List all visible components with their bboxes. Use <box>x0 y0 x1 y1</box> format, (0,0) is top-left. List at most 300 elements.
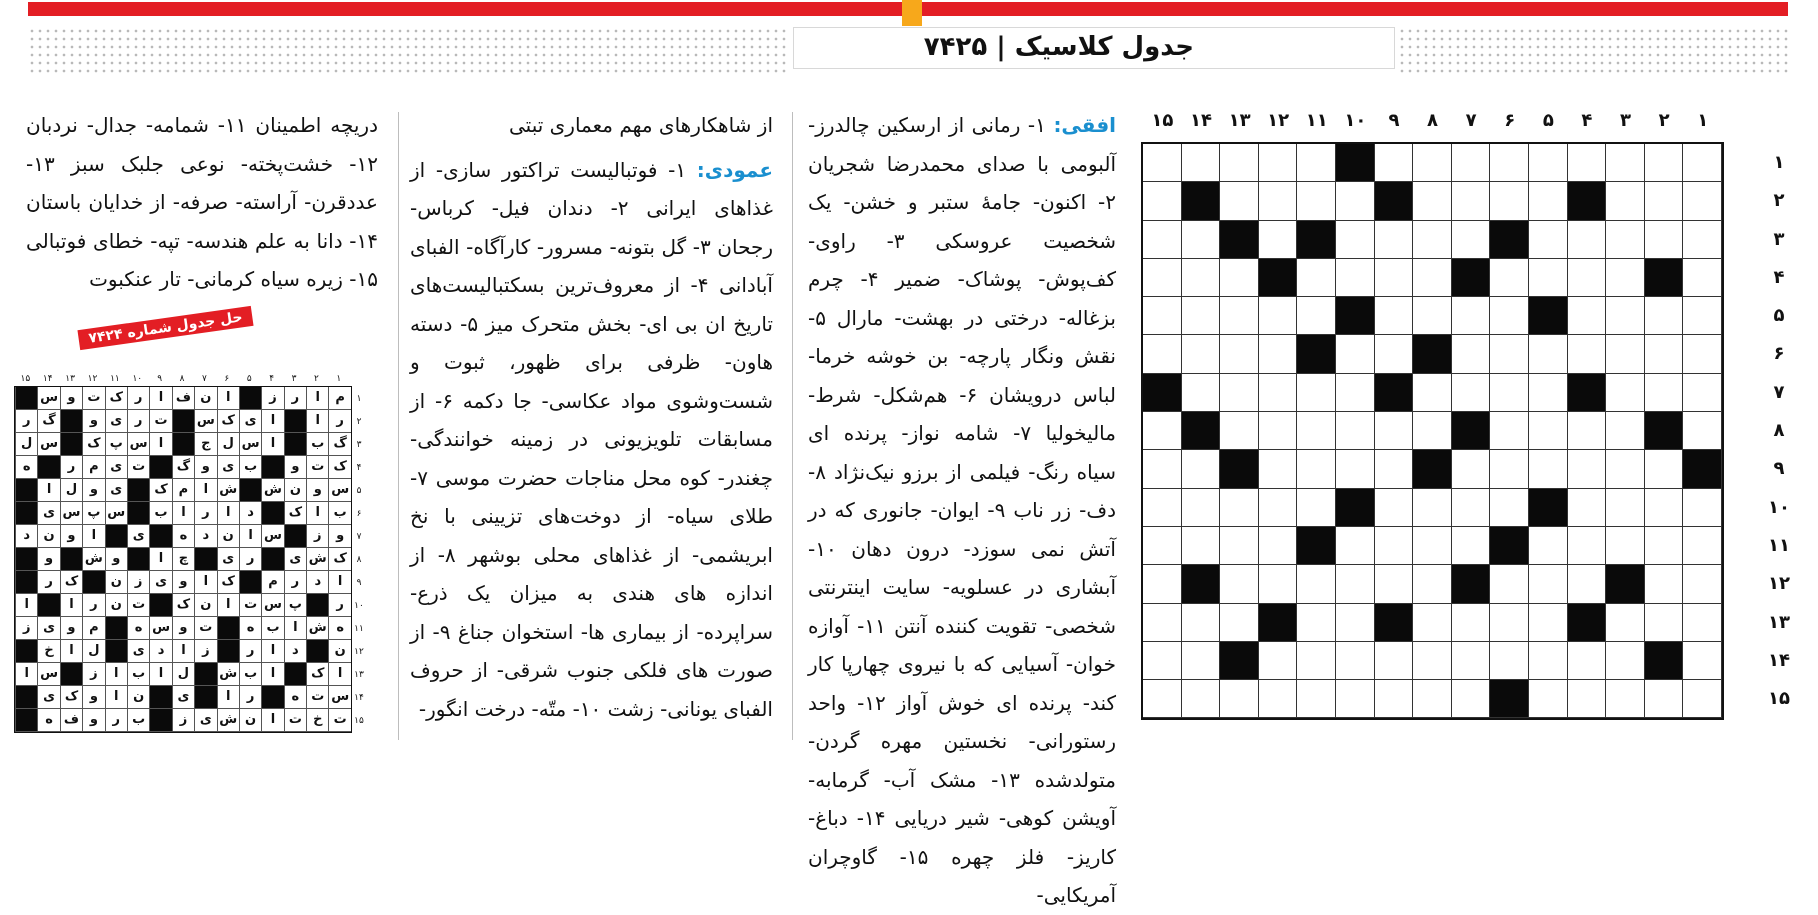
crossword-cell[interactable] <box>1375 527 1414 565</box>
solution-black-cell <box>172 433 194 456</box>
crossword-cell[interactable] <box>1336 604 1375 642</box>
crossword-cell[interactable] <box>1490 374 1529 412</box>
crossword-black-cell <box>1645 642 1684 680</box>
crossword-cell[interactable] <box>1645 489 1684 527</box>
crossword-cell[interactable] <box>1606 680 1645 718</box>
crossword-cell[interactable] <box>1529 182 1568 220</box>
solution-cell: ی <box>37 617 59 640</box>
crossword-cell[interactable] <box>1297 297 1336 335</box>
crossword-cell[interactable] <box>1336 259 1375 297</box>
crossword-cell[interactable] <box>1606 489 1645 527</box>
solution-cell: ه <box>172 525 194 548</box>
crossword-cell[interactable] <box>1529 527 1568 565</box>
crossword-cell[interactable] <box>1259 335 1298 373</box>
crossword-cell[interactable] <box>1568 565 1607 603</box>
crossword-cell[interactable] <box>1490 565 1529 603</box>
solution-cell: ب <box>261 617 283 640</box>
crossword-cell[interactable] <box>1413 374 1452 412</box>
crossword-black-cell <box>1529 297 1568 335</box>
crossword-cell[interactable] <box>1143 642 1182 680</box>
crossword-cell[interactable] <box>1568 450 1607 488</box>
solution-column-number: ۷ <box>202 374 207 384</box>
crossword-cell[interactable] <box>1490 412 1529 450</box>
crossword-cell[interactable] <box>1645 374 1684 412</box>
crossword-cell[interactable] <box>1182 489 1221 527</box>
crossword-cell[interactable] <box>1182 259 1221 297</box>
crossword-cell[interactable] <box>1220 412 1259 450</box>
grid-column-number: ۱۴ <box>1189 110 1212 131</box>
crossword-cell[interactable] <box>1452 144 1491 182</box>
crossword-black-cell <box>1259 259 1298 297</box>
crossword-cell[interactable] <box>1606 259 1645 297</box>
solution-cell: س <box>261 594 283 617</box>
crossword-cell[interactable] <box>1182 527 1221 565</box>
crossword-cell[interactable] <box>1606 412 1645 450</box>
crossword-cell[interactable] <box>1490 489 1529 527</box>
solution-cell: ت <box>149 410 171 433</box>
crossword-cell[interactable] <box>1336 412 1375 450</box>
crossword-cell[interactable] <box>1220 297 1259 335</box>
solution-cell: ی <box>127 640 149 663</box>
crossword-cell[interactable] <box>1182 221 1221 259</box>
solution-black-cell <box>239 571 261 594</box>
crossword-cell[interactable] <box>1490 642 1529 680</box>
crossword-cell[interactable] <box>1259 144 1298 182</box>
crossword-cell[interactable] <box>1143 604 1182 642</box>
crossword-cell[interactable] <box>1220 604 1259 642</box>
solution-cell: ک <box>60 571 82 594</box>
crossword-cell[interactable] <box>1259 489 1298 527</box>
crossword-cell[interactable] <box>1529 221 1568 259</box>
crossword-cell[interactable] <box>1259 565 1298 603</box>
solution-cell: ز <box>127 571 149 594</box>
crossword-black-cell <box>1452 565 1491 603</box>
crossword-cell[interactable] <box>1490 144 1529 182</box>
solution-cell: د <box>306 571 328 594</box>
crossword-cell[interactable] <box>1413 297 1452 335</box>
solution-cell: و <box>328 525 350 548</box>
crossword-cell[interactable] <box>1645 565 1684 603</box>
crossword-cell[interactable] <box>1297 144 1336 182</box>
crossword-cell[interactable] <box>1645 182 1684 220</box>
crossword-cell[interactable] <box>1182 450 1221 488</box>
crossword-cell[interactable] <box>1297 565 1336 603</box>
crossword-cell[interactable] <box>1143 144 1182 182</box>
solution-cell: س <box>37 387 59 410</box>
crossword-cell[interactable] <box>1606 182 1645 220</box>
crossword-cell[interactable] <box>1452 297 1491 335</box>
solution-cell: س <box>127 433 149 456</box>
crossword-cell[interactable] <box>1259 680 1298 718</box>
crossword-cell[interactable] <box>1413 221 1452 259</box>
solution-cell: ت <box>306 456 328 479</box>
crossword-cell[interactable] <box>1568 642 1607 680</box>
solution-grid <box>14 386 352 733</box>
crossword-black-cell <box>1259 604 1298 642</box>
crossword-cell[interactable] <box>1413 489 1452 527</box>
crossword-cell[interactable] <box>1529 412 1568 450</box>
crossword-cell[interactable] <box>1529 144 1568 182</box>
crossword-cell[interactable] <box>1606 335 1645 373</box>
crossword-cell[interactable] <box>1297 450 1336 488</box>
solution-cell: ز <box>306 525 328 548</box>
solution-black-cell <box>60 433 82 456</box>
crossword-cell[interactable] <box>1529 604 1568 642</box>
crossword-cell[interactable] <box>1182 680 1221 718</box>
crossword-cell[interactable] <box>1220 182 1259 220</box>
solution-column-number: ۱ <box>336 374 342 384</box>
crossword-cell[interactable] <box>1683 604 1722 642</box>
crossword-cell[interactable] <box>1375 489 1414 527</box>
crossword-cell[interactable] <box>1336 642 1375 680</box>
crossword-black-cell <box>1645 259 1684 297</box>
grid-row-number: ۳ <box>1773 228 1785 250</box>
crossword-cell[interactable] <box>1606 527 1645 565</box>
solution-cell: ا <box>306 387 328 410</box>
solution-cell: ب <box>328 502 350 525</box>
crossword-cell[interactable] <box>1413 144 1452 182</box>
crossword-cell[interactable] <box>1143 527 1182 565</box>
down-clues-continued: دریچه اطمینان ۱۱- شمامه- جدال- نردبان ۱۲- خشت‌پخته- نوعی جلبک سبز ۱۳- عددقرن- آراسته- صرفه- از خدایان باستان ۱۴- دانا به علم هندسه- تپه- خطای فوتبالی ۱۵- زیره سیاه کرمانی- تار عنکبوت <box>26 113 378 291</box>
crossword-cell[interactable] <box>1645 297 1684 335</box>
solution-cell: ف <box>172 387 194 410</box>
solution-cell: ک <box>172 594 194 617</box>
solution-cell: ش <box>217 663 239 686</box>
down-label: عمودی: <box>696 157 773 182</box>
crossword-cell[interactable] <box>1683 182 1722 220</box>
crossword-cell[interactable] <box>1683 335 1722 373</box>
grid-row-numbers <box>1764 144 1794 718</box>
crossword-cell[interactable] <box>1182 604 1221 642</box>
crossword-cell[interactable] <box>1297 374 1336 412</box>
solution-cell: ا <box>239 525 261 548</box>
crossword-cell[interactable] <box>1143 450 1182 488</box>
solution-cell: م <box>328 387 350 410</box>
crossword-cell[interactable] <box>1529 450 1568 488</box>
crossword-cell[interactable] <box>1413 259 1452 297</box>
crossword-cell[interactable] <box>1683 527 1722 565</box>
crossword-cell[interactable] <box>1143 182 1182 220</box>
top-accent-tab <box>902 0 922 26</box>
crossword-cell[interactable] <box>1452 221 1491 259</box>
solution-black-cell <box>15 709 37 732</box>
crossword-cell[interactable] <box>1683 297 1722 335</box>
crossword-cell[interactable] <box>1259 297 1298 335</box>
solution-cell: ا <box>172 502 194 525</box>
crossword-cell[interactable] <box>1143 412 1182 450</box>
crossword-cell[interactable] <box>1683 489 1722 527</box>
grid-row-number: ۸ <box>1773 420 1785 442</box>
crossword-cell[interactable] <box>1220 489 1259 527</box>
crossword-cell[interactable] <box>1606 144 1645 182</box>
crossword-cell[interactable] <box>1413 642 1452 680</box>
solution-black-cell <box>149 709 171 732</box>
crossword-cell[interactable] <box>1413 604 1452 642</box>
crossword-cell[interactable] <box>1336 565 1375 603</box>
crossword-cell[interactable] <box>1683 642 1722 680</box>
crossword-cell[interactable] <box>1645 604 1684 642</box>
solution-black-cell <box>149 456 171 479</box>
crossword-cell[interactable] <box>1490 297 1529 335</box>
solution-cell: ی <box>105 479 127 502</box>
solution-cell: ل <box>15 433 37 456</box>
solution-cell: و <box>82 410 104 433</box>
crossword-cell[interactable] <box>1606 642 1645 680</box>
crossword-cell[interactable] <box>1220 335 1259 373</box>
solution-cell: چ <box>172 548 194 571</box>
solution-cell: ک <box>60 686 82 709</box>
crossword-cell[interactable] <box>1568 680 1607 718</box>
crossword-cell[interactable] <box>1375 297 1414 335</box>
crossword-cell[interactable] <box>1452 489 1491 527</box>
crossword-cell[interactable] <box>1683 259 1722 297</box>
crossword-cell[interactable] <box>1259 412 1298 450</box>
solution-cell: ت <box>306 686 328 709</box>
crossword-cell[interactable] <box>1143 489 1182 527</box>
solution-cell: و <box>60 387 82 410</box>
solution-black-cell <box>127 548 149 571</box>
solution-cell: و <box>284 456 306 479</box>
crossword-cell[interactable] <box>1645 527 1684 565</box>
solution-black-cell <box>306 594 328 617</box>
crossword-cell[interactable] <box>1259 450 1298 488</box>
crossword-cell[interactable] <box>1336 221 1375 259</box>
crossword-cell[interactable] <box>1143 680 1182 718</box>
crossword-cell[interactable] <box>1413 565 1452 603</box>
crossword-cell[interactable] <box>1297 259 1336 297</box>
solution-black-cell <box>105 617 127 640</box>
solution-cell: ا <box>15 663 37 686</box>
crossword-cell[interactable] <box>1413 527 1452 565</box>
solution-cell: ا <box>328 571 350 594</box>
solution-black-cell <box>261 686 283 709</box>
crossword-cell[interactable] <box>1490 182 1529 220</box>
grid-row-number: ۱ <box>1773 152 1785 173</box>
crossword-black-cell <box>1529 489 1568 527</box>
solution-cell: ز <box>172 709 194 732</box>
solution-cell: س <box>328 686 350 709</box>
crossword-cell[interactable] <box>1220 565 1259 603</box>
crossword-cell[interactable] <box>1220 527 1259 565</box>
solution-cell: ک <box>217 571 239 594</box>
grid-column-number: ۱۵ <box>1151 110 1174 131</box>
crossword-cell[interactable] <box>1375 412 1414 450</box>
crossword-cell[interactable] <box>1452 604 1491 642</box>
crossword-cell[interactable] <box>1683 144 1722 182</box>
solution-black-cell <box>149 525 171 548</box>
crossword-black-cell <box>1490 527 1529 565</box>
crossword-cell[interactable] <box>1143 565 1182 603</box>
solution-column-number: ۶ <box>224 374 230 384</box>
crossword-cell[interactable] <box>1529 374 1568 412</box>
crossword-cell[interactable] <box>1529 565 1568 603</box>
crossword-cell[interactable] <box>1220 680 1259 718</box>
solution-cell: ش <box>217 709 239 732</box>
solution-row-number: ۱۵ <box>354 716 364 726</box>
crossword-cell[interactable] <box>1568 259 1607 297</box>
grid-column-number: ۸ <box>1427 110 1439 131</box>
solution-cell: ه <box>127 617 149 640</box>
crossword-cell[interactable] <box>1529 680 1568 718</box>
solution-row-number: ۹ <box>356 578 362 588</box>
crossword-cell[interactable] <box>1529 259 1568 297</box>
solution-cell: س <box>194 410 216 433</box>
crossword-cell[interactable] <box>1413 680 1452 718</box>
crossword-cell[interactable] <box>1182 335 1221 373</box>
solution-cell: ر <box>60 456 82 479</box>
solution-column-number: ۸ <box>179 374 185 384</box>
crossword-cell[interactable] <box>1413 412 1452 450</box>
crossword-cell[interactable] <box>1375 259 1414 297</box>
crossword-cell[interactable] <box>1645 221 1684 259</box>
crossword-cell[interactable] <box>1568 144 1607 182</box>
crossword-cell[interactable] <box>1336 527 1375 565</box>
solution-cell: ب <box>239 456 261 479</box>
crossword-cell[interactable] <box>1259 527 1298 565</box>
crossword-cell[interactable] <box>1683 680 1722 718</box>
grid-column-number: ۶ <box>1504 110 1516 131</box>
solution-cell: ی <box>217 548 239 571</box>
crossword-cell[interactable] <box>1606 450 1645 488</box>
crossword-cell[interactable] <box>1452 182 1491 220</box>
crossword-cell[interactable] <box>1220 144 1259 182</box>
crossword-cell[interactable] <box>1297 680 1336 718</box>
crossword-cell[interactable] <box>1336 182 1375 220</box>
solution-row-number: ۱۳ <box>354 670 364 680</box>
crossword-cell[interactable] <box>1645 144 1684 182</box>
solution-black-cell <box>15 686 37 709</box>
crossword-cell[interactable] <box>1375 642 1414 680</box>
solution-cell: ز <box>194 640 216 663</box>
crossword-cell[interactable] <box>1568 527 1607 565</box>
solution-cell: ش <box>261 479 283 502</box>
solution-black-cell <box>105 640 127 663</box>
crossword-cell[interactable] <box>1375 144 1414 182</box>
crossword-cell[interactable] <box>1683 565 1722 603</box>
crossword-cell[interactable] <box>1452 527 1491 565</box>
crossword-cell[interactable] <box>1529 642 1568 680</box>
crossword-cell[interactable] <box>1143 297 1182 335</box>
grid-column-number: ۵ <box>1542 110 1554 131</box>
crossword-cell[interactable] <box>1336 680 1375 718</box>
solution-cell: ر <box>194 502 216 525</box>
crossword-black-cell <box>1336 297 1375 335</box>
crossword-cell[interactable] <box>1143 221 1182 259</box>
crossword-cell[interactable] <box>1452 642 1491 680</box>
crossword-cell[interactable] <box>1568 297 1607 335</box>
crossword-cell[interactable] <box>1375 335 1414 373</box>
solution-row-number: ۳ <box>356 440 362 450</box>
crossword-cell[interactable] <box>1683 412 1722 450</box>
crossword-cell[interactable] <box>1259 182 1298 220</box>
solution-cell: ا <box>217 387 239 410</box>
dotted-band-right <box>1398 27 1788 77</box>
solution-black-cell <box>194 548 216 571</box>
crossword-cell[interactable] <box>1297 489 1336 527</box>
crossword-cell[interactable] <box>1490 604 1529 642</box>
solution-black-cell <box>194 663 216 686</box>
crossword-cell[interactable] <box>1375 450 1414 488</box>
crossword-cell[interactable] <box>1452 450 1491 488</box>
crossword-black-cell <box>1413 335 1452 373</box>
solution-black-cell <box>239 387 261 410</box>
crossword-cell[interactable] <box>1182 297 1221 335</box>
solution-cell: ی <box>149 571 171 594</box>
crossword-cell[interactable] <box>1220 259 1259 297</box>
solution-cell: و <box>60 525 82 548</box>
crossword-cell[interactable] <box>1182 374 1221 412</box>
crossword-cell[interactable] <box>1568 221 1607 259</box>
crossword-cell[interactable] <box>1297 182 1336 220</box>
crossword-cell[interactable] <box>1336 335 1375 373</box>
solution-cell: ا <box>82 525 104 548</box>
crossword-cell[interactable] <box>1490 335 1529 373</box>
crossword-cell[interactable] <box>1143 259 1182 297</box>
crossword-cell[interactable] <box>1490 259 1529 297</box>
column-intro: از شاهکارهای مهم معماری تبتی <box>508 113 773 137</box>
solution-cell: د <box>239 502 261 525</box>
crossword-cell[interactable] <box>1606 297 1645 335</box>
crossword-cell[interactable] <box>1259 374 1298 412</box>
crossword-cell[interactable] <box>1606 604 1645 642</box>
solution-cell: ا <box>328 663 350 686</box>
solution-cell: گ <box>328 433 350 456</box>
column-divider <box>792 112 793 740</box>
crossword-cell[interactable] <box>1220 374 1259 412</box>
crossword-cell[interactable] <box>1645 680 1684 718</box>
solution-cell: ن <box>328 640 350 663</box>
crossword-cell[interactable] <box>1297 412 1336 450</box>
crossword-cell[interactable] <box>1182 144 1221 182</box>
crossword-cell[interactable] <box>1606 374 1645 412</box>
crossword-cell[interactable] <box>1645 450 1684 488</box>
crossword-cell[interactable] <box>1375 680 1414 718</box>
crossword-black-cell <box>1297 527 1336 565</box>
crossword-cell[interactable] <box>1297 604 1336 642</box>
crossword-cell[interactable] <box>1683 221 1722 259</box>
solution-column-number: ۵ <box>246 374 252 384</box>
crossword-cell[interactable] <box>1568 335 1607 373</box>
crossword-cell[interactable] <box>1336 450 1375 488</box>
crossword-cell[interactable] <box>1259 642 1298 680</box>
solution-cell: ب <box>306 433 328 456</box>
crossword-cell[interactable] <box>1452 335 1491 373</box>
crossword-cell[interactable] <box>1259 221 1298 259</box>
crossword-cell[interactable] <box>1413 182 1452 220</box>
solution-cell: ک <box>105 387 127 410</box>
solution-cell: ا <box>261 640 283 663</box>
crossword-cell[interactable] <box>1297 642 1336 680</box>
crossword-cell[interactable] <box>1452 374 1491 412</box>
crossword-cell[interactable] <box>1375 221 1414 259</box>
crossword-cell[interactable] <box>1645 335 1684 373</box>
crossword-cell[interactable] <box>1336 374 1375 412</box>
solution-cell: ن <box>127 686 149 709</box>
crossword-cell[interactable] <box>1683 374 1722 412</box>
crossword-cell[interactable] <box>1490 450 1529 488</box>
crossword-cell[interactable] <box>1182 642 1221 680</box>
crossword-cell[interactable] <box>1452 680 1491 718</box>
crossword-cell[interactable] <box>1606 221 1645 259</box>
crossword-cell[interactable] <box>1375 565 1414 603</box>
crossword-cell[interactable] <box>1568 412 1607 450</box>
solution-cell: س <box>261 525 283 548</box>
crossword-cell[interactable] <box>1568 489 1607 527</box>
crossword-cell[interactable] <box>1529 335 1568 373</box>
grid-row-number: ۱۱ <box>1768 534 1790 556</box>
solution-cell: ک <box>82 433 104 456</box>
crossword-cell[interactable] <box>1143 335 1182 373</box>
